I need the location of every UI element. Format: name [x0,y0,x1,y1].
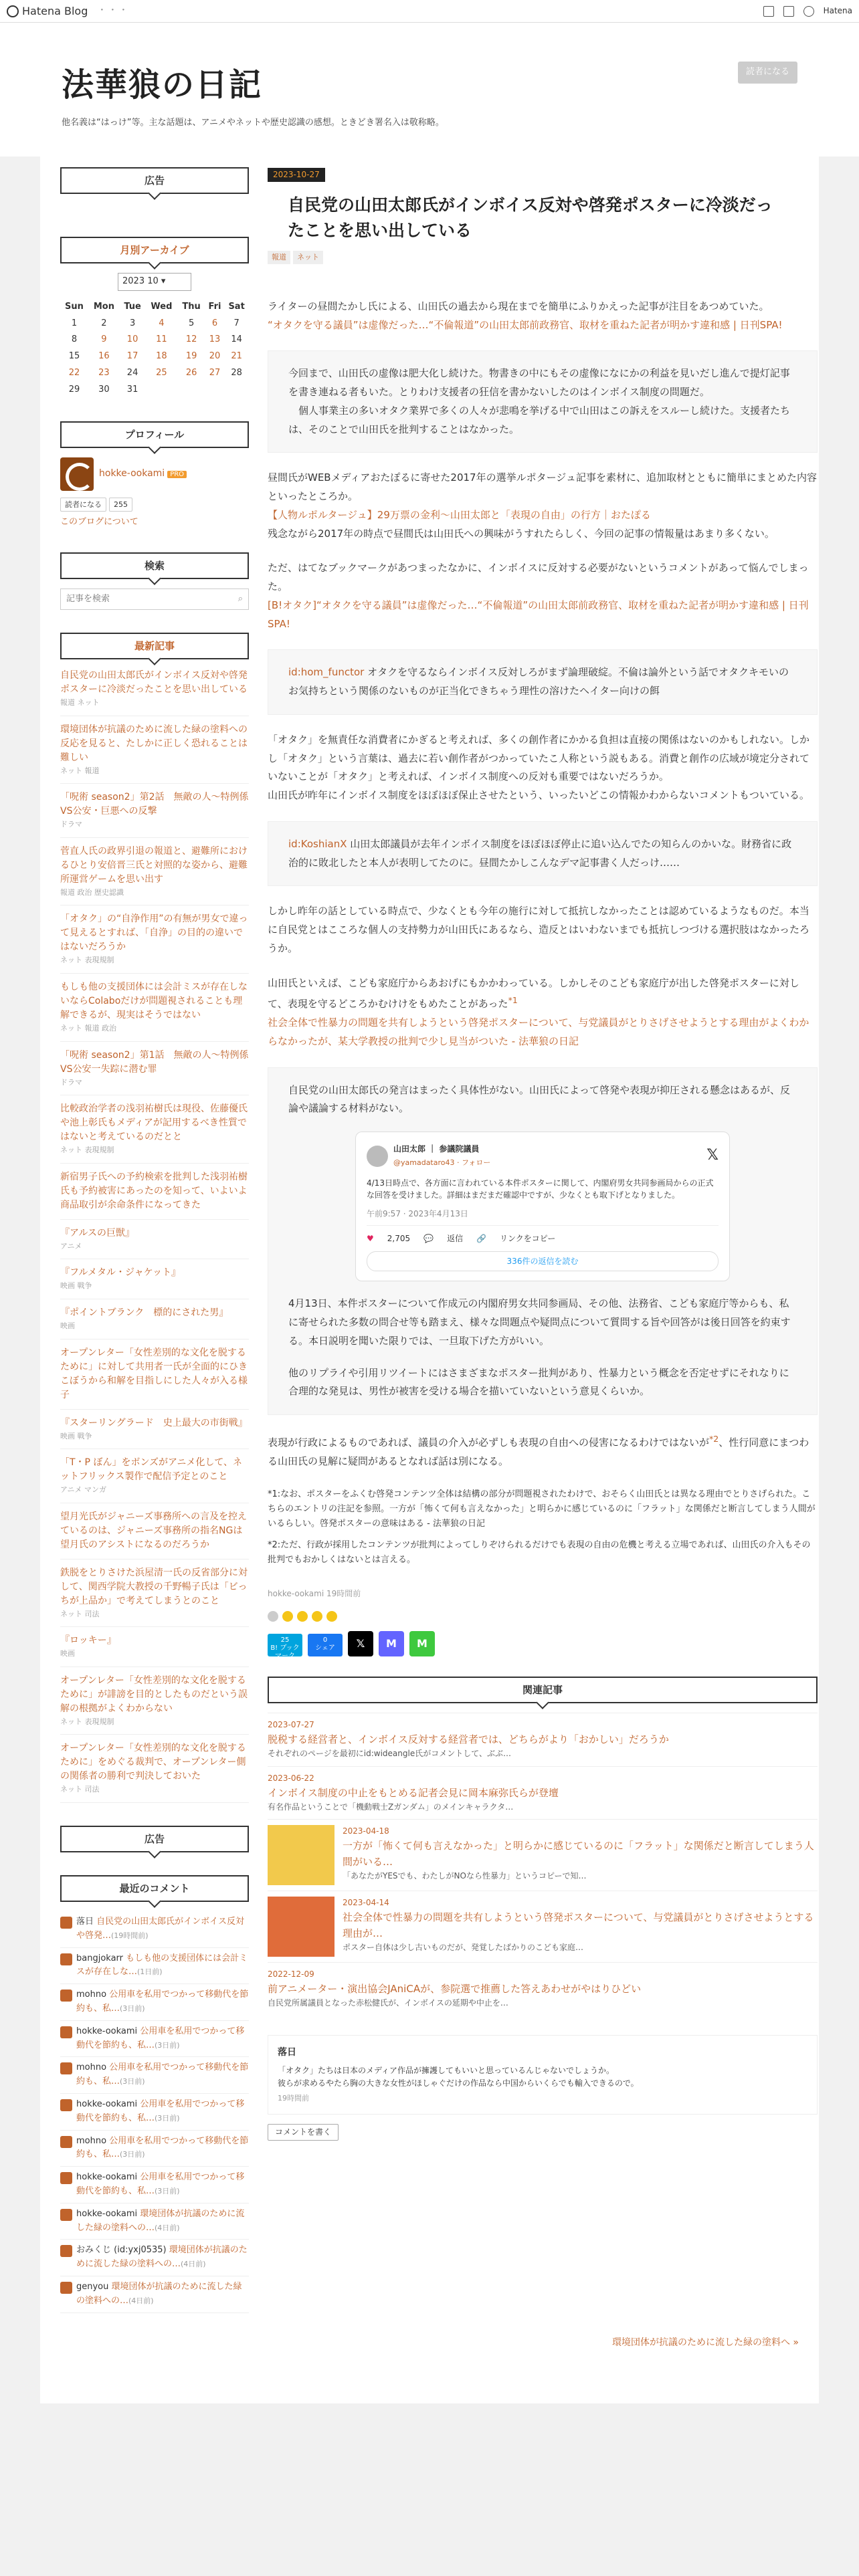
calendar-day[interactable]: 19 [185,351,197,362]
related-date: 2023-04-18 [343,1826,389,1836]
link-icon[interactable]: 🔗 [476,1233,487,1243]
comment-username[interactable]: mohno [76,1990,107,2000]
related-summary: 自民党所属議員となった赤松健氏が、インボイスの延期や中止を… [268,1998,508,2008]
recent-entry-categories: ネット 報道 [60,765,249,784]
related-entry[interactable] [268,1819,818,1891]
comment-item[interactable] [60,1911,249,1948]
read-replies-button[interactable]: 336件の返信を読む [367,1251,719,1271]
calendar-day[interactable]: 12 [185,334,197,345]
related-title[interactable]: 前アニメーター・演出協会JAniCAが、参院選で推薦した答えあわせがやはりひどい [268,1983,642,1996]
calendar-day[interactable]: 17 [126,351,138,362]
reply-icon[interactable]: 💬 [423,1233,434,1243]
calendar-day [145,382,177,399]
recent-entry-categories: ネット 司法 [60,1784,249,1803]
heart-icon[interactable]: ♥ [367,1233,374,1243]
comment-entry-link[interactable]: 環境団体が抗議のために流した緑の塗料への… [76,2208,245,2233]
comment-box: 落日 「オタク」たちは日本のメディア作品が擁護してもいいと思っているんじゃないでしょうか。 彼らが求めるやたら胸の大きな女性がほしゃぐだけの作品なら中国からいくらでも輸入できるので。 19時間前 [268,2035,818,2114]
profile-title: プロフィール [60,421,249,448]
recent-entry-link[interactable]: 『フルメタル・ジャケット』 [60,1267,181,1279]
recent-entry-link[interactable]: 『ロッキー』 [60,1635,116,1646]
calendar-weekday: Wed [151,301,173,312]
recent-entry-categories: 映画 [60,1320,249,1339]
comment-time: (3日前) [155,2187,180,2196]
calendar-day[interactable]: 22 [68,367,80,378]
calendar-day[interactable]: 16 [98,351,110,362]
notification-icon[interactable] [803,6,814,17]
ad-title-2: 広告 [60,1826,249,1852]
calendar-day [205,382,225,399]
misskey-icon[interactable]: M [409,1631,435,1656]
recent-entry-categories: ドラマ [60,1077,249,1096]
calendar-day[interactable]: 4 [159,318,165,328]
calendar-weekday: Fri [208,301,221,312]
comment-time: (4日前) [155,2223,180,2232]
recent-entry-categories [60,1402,249,1410]
recent-entry-link[interactable]: 環境団体が抗議のために流した緑の塗料への反応を見ると、たしかに正しく恐れることは難しい [60,724,248,763]
calendar-day[interactable]: 10 [126,334,138,345]
user-icon [60,2026,72,2038]
related-summary: それぞれのページを最初にid:wideangle氏がコメントして、ぶぶ… [268,1749,511,1759]
search-title: 検索 [60,552,249,579]
comment-entry-link[interactable]: もしも他の支援団体には会計ミスが存在しな… [76,1953,248,1977]
calendar-weekday: Mon [93,301,114,312]
related-summary: 有名作品ということで「機動戦士Zガンダム」のメインキャラクタ… [268,1802,514,1812]
x-share-icon[interactable]: 𝕏 [348,1631,373,1656]
user-icon [60,2099,72,2111]
entry-date[interactable]: 2023-10-27 [268,168,325,182]
recent-entry-categories: 映画 [60,1648,249,1667]
comment-item[interactable] [60,2167,249,2204]
comment-item[interactable] [60,1948,249,1985]
recent-entry-categories: 報道 政治 歴史認識 [60,887,249,906]
embedded-tweet[interactable]: 山田太郎 ｜ 参議院議員 @yamadataro43 · フォロー 𝕏 4/13日時点で、各方面に言われている本件ポスターに関して、内閣府男女共同参画局からの正式な回答を受けました。詳細はまだまだ確認中ですが、少なくとも取下げとなりました。 午前9:57 · 2023年4月13日 ♥ 2,705 💬 返信 🔗 リンクをコピー 336件の返信を読む [355,1132,730,1281]
star-icon [312,1611,322,1622]
recent-entry-link[interactable]: 『ポイントブランク 標的にされた男』 [60,1307,229,1318]
blockquote: id:hom_functor オタクを守るならインボイス反対しろがまず論理破綻。不倫は論外という話でオタクキモいのお気持ちという関係のないものが正当化できちゃう理性の溶けたヘイター向けの餌 [268,649,818,715]
facebook-button[interactable]: 0 シェア [308,1634,343,1656]
profile-module [60,421,249,530]
comment-entry-link[interactable]: 公用車を私用でつかって移動代を節約も、私… [76,2026,245,2050]
hatebu-button[interactable]: 25 B! ブックマーク [268,1634,302,1656]
star-icon [297,1611,308,1622]
calendar-day[interactable]: 30 [98,384,110,395]
related-title[interactable]: インボイス制度の中止をもとめる記者会見に岡本麻弥氏らが登壇 [268,1786,559,1799]
archive-title: 月別アーカイブ [60,237,249,263]
recent-entry-link[interactable]: 『アルスの巨獣』 [60,1227,135,1239]
recent-entry-link[interactable]: 新宿男子氏への予約検索を批判した浅羽祐樹氏も予約被害にあったのを知って、いよいよ商品取引が余命条件になってきた [60,1171,248,1210]
comment-username[interactable]: genyou [76,2282,109,2292]
calendar-day[interactable]: 23 [98,367,110,378]
calendar-day[interactable]: 26 [185,367,197,378]
comment-time: (4日前) [128,2296,154,2305]
pro-badge: PRO [167,471,187,478]
calendar-day[interactable]: 20 [209,351,221,362]
blog-header [0,23,859,156]
write-comment-button[interactable]: コメントを書く [268,2124,339,2141]
search-icon[interactable]: ⌕ [237,593,243,604]
entry-title[interactable]: 自民党の山田太郎氏がインボイス反対や啓発ポスターに冷淡だったことを思い出している [288,195,773,240]
comment-time: (3日前) [120,2077,145,2086]
comment-entry-link[interactable]: 環境団体が抗議のために流した緑の塗料への… [76,2245,248,2270]
recent-comments-module [60,1875,249,2313]
recent-comments-title: 最近のコメント [60,1875,249,1902]
ruporu-link[interactable]: 【人物ルポルタージュ】29万票の金利〜山田太郎と「表現の自由」の行方｜おたぽる [268,508,651,521]
global-header [0,0,859,23]
calendar-day[interactable]: 15 [68,351,80,362]
content-wrapper [40,156,819,2403]
comment-username[interactable]: hokke-ookami [76,2026,138,2036]
recent-entry-categories: ネット 表現規制 [60,954,249,974]
comment-time: (3日前) [155,2113,180,2123]
comment-item[interactable] [60,2057,249,2094]
comment-time: (3日前) [120,2004,145,2014]
share-buttons [268,1631,818,1660]
related-entry[interactable] [268,1962,818,2015]
recent-entry-link[interactable]: 菅直人氏の政界引退の報道と、避難所におけるひとり安倍晋三氏と対照的な姿から、避難所運営ゲームを思い出す [60,845,248,885]
calendar-day[interactable]: 9 [101,334,107,345]
recent-entry-link[interactable]: 「呪術 season2」第1話 無敵の人〜特例係VS公安一失踪に潜む罪 [60,1049,249,1075]
calendar-day[interactable]: 6 [211,318,218,328]
related-thumbnail[interactable] [268,1825,335,1885]
related-title[interactable]: 社会全体で性暴力の問題を共有しようという啓発ポスターについて、与党議員がとりさげさせようとする理由が… [343,1911,814,1940]
next-entry-link[interactable]: 環境団体が抗議のために流した緑の塗料へ » [611,2337,799,2348]
comment-item[interactable] [60,2204,249,2240]
recent-entry-categories: ネット 司法 [60,1608,249,1628]
comment-user[interactable]: 落日 [278,2047,296,2058]
calendar-day[interactable]: 5 [188,318,195,328]
recent-entry-link[interactable]: オープンレター「女性差別的な文化を脱するために」に対して共用者一氏が全面的にひきこぼうから和解を目指しにした人々が入る様子 [60,1347,248,1400]
recent-entry-link[interactable]: 『スターリングラード 史上最大の市街戦』 [60,1417,248,1428]
recent-entry-categories: ネット 表現規制 [60,1144,249,1164]
comment-entry-link[interactable]: 公用車を私用でつかって移動代を節約も、私… [76,2172,245,2197]
comment-item[interactable] [60,2276,249,2313]
related-date: 2023-07-27 [268,1720,314,1730]
calendar-day[interactable]: 27 [209,367,221,378]
category-tag[interactable]: ネット [293,251,323,264]
recent-entry-categories [60,1552,249,1560]
user-icon [60,2172,72,2184]
related-thumbnail[interactable] [268,1897,335,1957]
search-module [60,552,249,610]
calendar-day[interactable]: 3 [129,318,136,328]
edit-icon[interactable] [763,6,774,17]
recent-entry-categories: ネット 表現規制 [60,1716,249,1735]
recent-entry-categories: 映画 戦争 [60,1280,249,1299]
calendar-day[interactable]: 8 [71,334,78,345]
related-entry[interactable] [268,1713,818,1765]
calendar-day [178,382,205,399]
profile-username[interactable]: hokke-ookami [99,468,165,479]
related-date: 2022-12-09 [268,1969,314,1979]
user-icon [60,1953,72,1965]
subscribe-button[interactable]: 読者になる [738,62,797,84]
recent-entry-link[interactable]: 「呪術 season2」第2話 無敵の人〜特例係VS公安・巨悪への反撃 [60,792,249,817]
recent-entry-categories [60,1212,249,1220]
recent-entry-categories: ネット 報道 政治 [60,1023,249,1042]
comment-username[interactable]: おみくじ (id:yxj0535) [76,2245,167,2256]
recent-entry-categories: ドラマ [60,819,249,838]
user-icon [60,1917,72,1929]
star-icon [326,1611,337,1622]
comment-item[interactable] [60,1984,249,2021]
blockquote: 今回まで、山田氏の虚像は肥大化し続けた。物書きの中にもその虚像になにかの利益を見いだし進んで提灯記事を書き連ねる者もいた。とりわけ支援者の狂信を書かないしたのはインボイス制度の問題だ。 個人事業主の多いオタク業界で多くの人々が悲鳴を挙げる中で山田はこの訴えをスルーし続けた。支援者たちは、そのことで山田氏を批判することはなかった。 [268,350,818,453]
user-icon [60,2136,72,2148]
calendar-weekday: Thu [182,301,201,312]
calendar-day[interactable]: 2 [101,318,107,328]
recent-entry-categories: アニメ マンガ [60,1484,249,1503]
calendar-day[interactable]: 25 [156,367,167,378]
recent-entry-link[interactable]: 「T・P ぼん」をボンズがアニメ化して、ネットフリックス製作で配信予定とのこと [60,1457,243,1483]
calendar-day[interactable]: 13 [209,334,221,345]
entry [268,167,818,2141]
comment-time: (1日前) [137,1967,163,1977]
calendar-day[interactable]: 21 [231,351,242,362]
comment-time: (3日前) [120,2150,145,2159]
recent-entry-link[interactable]: 望月光氏がジャニーズ事務所への言及を控えているのは、ジャニーズ事務所の指名NGは望月氏のアシストになるのだろうか [60,1511,248,1550]
recent-entry-categories: 報道 ネット [60,697,249,716]
related-title[interactable]: 一方が「怖くて何も言えなかった」と明らかに感じているのに「フラット」な関係だと断言してしまう人間がいる… [343,1840,814,1868]
comment-time: (3日前) [155,2040,180,2050]
dashboard-icon[interactable] [783,6,794,17]
recent-entry-link[interactable]: オープンレター「女性差別的な文化を脱するために」をめぐる裁判で、オープンレター側の関係者の勝利で判決しておいた [60,1743,246,1782]
user-icon [60,1990,72,2002]
recent-entries-module [60,633,249,1803]
blog-title[interactable]: 法華狼の日記 [62,66,263,104]
calendar-day[interactable]: 28 [231,367,242,378]
tweet-avatar [367,1146,388,1167]
comment-username[interactable]: hokke-ookami [76,2099,138,2110]
search-input[interactable] [66,594,238,604]
comment-username[interactable]: mohno [76,2062,107,2073]
comment-username[interactable]: bangjokarr [76,1953,124,1963]
poster-link[interactable]: 社会全体で性暴力の問題を共有しようという啓発ポスターについて、与党議員がとりさげさせようとする理由がよくわからなかったが、某大学教授の批判で少し見当がついた - 法華狼の日記 [268,1016,809,1047]
calendar-weekday: Tue [124,301,141,312]
calendar-day[interactable]: 18 [156,351,167,362]
add-star-icon[interactable] [268,1611,278,1622]
user-icon [60,2062,72,2074]
related-summary: 「あなたがYESでも、わたしがNOなら性暴力」というコピーで知… [343,1871,587,1881]
comment-username[interactable]: hokke-ookami [76,2172,138,2183]
x-logo-icon: 𝕏 [706,1147,719,1164]
comment-time: (4日前) [181,2260,206,2269]
entry-byline[interactable]: hokke-ookami 19時間前 [268,1589,361,1599]
calendar-day[interactable]: 11 [156,334,167,345]
calendar-day[interactable]: 29 [68,384,80,395]
calendar-weekday: Sun [65,301,84,312]
menu-dots[interactable]: ・・・ [97,5,130,17]
comment-item[interactable] [60,2094,249,2131]
article-link[interactable]: “オタクを守る議員”は虚像だった…“不倫報道”の山田太郎前政務官、取材を重ねた記者が明かす違和感 | 日刊SPA! [268,318,783,331]
comment-entry-link[interactable]: 公用車を私用でつかって移動代を節約も、私… [76,2099,245,2123]
hatena-blog-logo[interactable]: Hatena Blog [7,3,88,20]
user-icon [60,2245,72,2257]
comment-item[interactable] [60,2131,249,2167]
comment-entry-link[interactable]: 公用車を私用でつかって移動代を節約も、私… [76,2135,249,2160]
hatena-logo-icon [7,5,19,17]
blog-description: 他名義は“はっけ”等。主な話題は、アニメやネットや歴史認識の感想。ときどき署名入は敬称略。 [62,117,444,128]
related-date: 2023-04-14 [343,1897,389,1907]
month-select[interactable]: 2023 10 ▾ [118,273,191,291]
calendar-day[interactable]: 14 [231,334,242,345]
related-summary: ポスター自体は少し古いものだが、発覚したばかりのこども家庭… [343,1943,584,1953]
subscriber-count: 255 [109,498,132,512]
star-bar [268,1611,818,1622]
comment-entry-link[interactable]: 公用車を私用でつかって移動代を節約も、私… [76,2062,249,2087]
recent-entry-link[interactable]: もしも他の支援団体には会計ミスが存在しないならColaboだけが問題視されることも理解できるが、現実はそうではない [60,981,248,1021]
related-entry[interactable] [268,1766,818,1819]
related-entry[interactable] [268,1891,818,1962]
recent-entry-categories: アニメ [60,1241,249,1260]
hatena-account-link[interactable]: Hatena [823,5,852,15]
sidebar [60,167,249,2336]
comment-username[interactable]: hokke-ookami [76,2208,138,2219]
calendar-day[interactable]: 31 [126,384,138,395]
related-title: 関連記事 [268,1677,818,1703]
calendar-day[interactable]: 1 [71,318,78,328]
about-link[interactable]: このブログについて [60,517,138,528]
recent-entry-link[interactable]: 「オタク」の“自浄作用”の有無が男女で違って見えるとすれば、「自浄」の目的の違いではないだろうか [60,914,248,953]
user-icon [60,2282,72,2294]
calendar-day[interactable]: 7 [233,318,240,328]
ad-title: 広告 [60,167,249,194]
hatebu-link[interactable]: [B!オタク]“オタクを守る議員”は虚像だった…“不倫報道”の山田太郎前政務官、取材を重ねた記者が明かす違和感 | 日刊SPA! [268,599,809,630]
footnote-2: *2:ただ、行政が採用したコンテンツが批判によってしりぞけられるだけでも表現の自由の危機と考える立場であれば、山田氏の介入もその批判でもおかしくはないとは言える。 [268,1539,811,1565]
recent-title: 最新記事 [60,633,249,659]
comment-username[interactable]: mohno [76,2135,107,2146]
related-date: 2023-06-22 [268,1773,314,1783]
category-tag[interactable]: 報道 [268,251,290,264]
comment-entry-link[interactable]: 自民党の山田太郎氏がインボイス反対や啓発… [76,1917,245,1941]
archive-module [60,237,249,399]
entry-body: ライターの昼間たかし氏による、山田氏の過去から現在までを簡単にふりかえった記事が注目をあつめていた。 “オタクを守る議員”は虚像だった…“不倫報道”の山田太郎前政務官、取材を重ねた記者が明かす違和感 | 日刊SPA! 今回まで、山田氏の虚像は肥大化し続けた。物書きの中にもその虚像になにかの利益を見いだし進んで提灯記事を書き連ねる者もいた。とりわけ支援者の狂信を書かないしたのはインボイス制度の問題だ。 個人事業主の多いオタク業界で多くの人々が悲鳴を挙げる中で山田はこの訴えをスルーし続けた。支援者たちは、そのことで山田氏を批判することはなかった。 昼間氏がWEBメディアおたぽるに寄せた2017年の選挙ルポタージュ記事を素材に、追加取材とともに簡単にまとめた内容といったところか。 【人物ルポルタージュ】29万票の金利〜山田太郎と「表現の自由」の行方｜おたぽる 残念ながら2017年の時点で昼間氏は山田氏への興味がうすれたらしく、今回の記事の情報量はあまり多くない。 ただ、はてなブックマークがあつまったなかに、インボイスに反対する必要がないというコメントがあって悩んでしまった。 [B!オタク]“オタクを守る議員”は虚像だった…“不倫報道”の山田太郎前政務官、取材を重ねた記者が明かす違和感 | 日刊SPA! id:hom_functor オタクを守るならインボイス反対しろがまず論理破綻。不倫は論外という話でオタクキモいのお気持ちという関係のないものが正当化できちゃう理性の溶けたヘイター向けの餌 「オタク」を無責任な消費者にかぎると考えれば、多くの創作者にかかる負担は直接の関係はないのかもしれない。しかし「オタク」という言葉は、過去に若い創作者がつかっていたこ人称という説もある。消費と創作の広域が境定分されていないことが「オタク」と考えれば、インボイス制度への反対も重要ではないだろうか。 山田氏が昨年にインボイス制度をほぼほぼ保止させたという、いったいどこの情報かわからないコメントもついている。 id:KoshianX 山田太郎議員が去年インボイス制度をほぼほぼ停止に追い込んでたの知らんのかいな。財務省に政治的に敗北したと本人が表明してたのに。昼間たかしこんなデマ記事書く人だっけ…… しかし昨年の話としている時点で、少なくとも今年の施行に対して抵抗しなかったことは認めているようなものだ。本当に自民党とはこころな個人の支持勢力が山田氏にあるなら、造反とはいわないまでも抵抗しつづける選択肢はなかったろうか。 山田氏といえば、こども家庭庁からあおげにもかかわっている。しかしそのこども家庭庁が出した啓発ポスターに対して、表現を守るどころかむけけをもめたことがあった$^{*1}$ 社会全体で性暴力の問題を共有しようという啓発ポスターについて、与党議員がとりさげさせようとする理由がよくわからなかったが、某大学教授の批判で少し見当がついた - 法華狼の日記 自民党の山田太郎氏の発言はまったく具体性がない。山田氏によって啓発や表現が抑圧される懸念はあるが、反論や議論する材料がない。 山田太郎 ｜ 参議院議員 @yamadataro43 · フォロー 𝕏 4/13日時点で、各方面に言われている本件ポスターに関して、内閣府男女共同参画局からの正式な回答を受けました。詳細はまだまだ確認中ですが、少なくとも取下げとなりました。 午前9:57 · 2023年4月13日 ♥ 2,705 💬 返信 🔗 リンクをコピー 336件の返信を読む 4月13日、本件ポスターについて作成元の内閣府男女共同参画局、その他、法務省、こども家庭庁等からも、私に寄せられた多数の問合せ等も踏まえ、様々な問題点や疑問点について質問する旨や回答がは後日回答を約束する。本日説明を聞いた限りでは、一旦取下げた方がいい。 他のリプライや引用リツイートにはさまざまなポスター批判があり、性暴力という概念を否定せずにそれなりに合理的な発見は、男性が被害を受ける場合を描いていないという意見くらいか。 表現が行政によるものであれば、議員の介入が必ずしも表現の自由への侵害になるわけではないが$^{*2}$、性行同意にまつわる山田氏の見解に疑問があるとなれば話は別になる。 *1:なお、ポスターをふくむ啓発コンテンツ全体は結構の部分が問題視されたわけで、おそらく山田氏とは異なる理由でとりさげられた。こちらのエントリの注記を参照。一方が「怖くて何も言えなかった」と明らかに感じているのに「フラット」な関係だと断言してしまう人間がいるらしい。啓発ポスターの意味はある - 法華狼の日記 *2:ただ、行政が採用したコンテンツが批判によってしりぞけられるだけでも表現の自由の危機と考える立場であれば、山田氏の介入もその批判でもおかしくはないとは言える。 [268,298,818,1568]
star-icon [282,1611,293,1622]
subscribe-small-button[interactable]: 読者になる [60,498,106,512]
calendar [60,299,249,399]
calendar-weekday: Sat [228,301,245,312]
comment-entry-link[interactable]: 公用車を私用でつかって移動代を節約も、私… [76,1990,249,2014]
recent-entry-link[interactable]: オープンレター「女性差別的な文化を脱するために」が誹謗を目的としたものだという誤解の根拠がよくわからない [60,1675,248,1714]
calendar-day [224,382,249,399]
footnote-1: *1:なお、ポスターをふくむ啓発コンテンツ全体は結構の部分が問題視されたわけで、おそらく山田氏とは異なる理由でとりさげられた。こちらのエントリの注記を参照。一方が「怖くて何も言えなかった」と明らかに感じているのに「フラット」な関係だと断言してしまう人間がいるらしい。啓発ポスターの意味はある - 法華狼の日記 [268,1489,816,1529]
related-title[interactable]: 脱税する経営者と、インボイス反対する経営者では、どちらがより「おかしい」だろうか [268,1733,669,1746]
comment-username[interactable]: 落日 [76,1917,94,1927]
recent-entry-categories: 映画 戦争 [60,1430,249,1450]
avatar[interactable] [60,457,94,491]
comment-item[interactable] [60,2240,249,2276]
recent-entry-link[interactable]: 比較政治学者の浅羽祐樹氏は現役、佐藤優氏や池上彰氏もメディアが記用するべき性質ではないと考えているのだとと [60,1103,248,1143]
blockquote: id:KoshianX 山田太郎議員が去年インボイス制度をほぼほぼ停止に追い込んでたの知らんのかいな。財務省に政治的に敗北したと本人が表明してたのに。昼間たかしこんなデマ記事書く人だっけ…… [268,821,818,887]
related-entries [268,1677,818,2015]
recent-entry-link[interactable]: 鉄脱をとりさけた浜屋清一氏の反省部分に対して、関西学院大教授の千野暢子氏は「ビっちが上品か」で考えてしまうとのこと [60,1567,248,1606]
comment-time: (19時間前) [111,1931,149,1940]
calendar-day[interactable]: 24 [126,367,138,378]
recent-entry-link[interactable]: 自民党の山田太郎氏がインボイス反対や啓発ポスターに冷淡だったことを思い出している [60,669,248,695]
comment-entry-link[interactable]: 環境団体が抗議のために流した緑の塗料への… [76,2282,242,2306]
mastodon-icon[interactable]: M [379,1631,404,1656]
blockquote: 自民党の山田太郎氏の発言はまったく具体性がない。山田氏によって啓発や表現が抑圧される懸念はあるが、反論や議論する材料がない。 山田太郎 ｜ 参議院議員 @yamadataro43 · フォロー 𝕏 4/13日時点で、各方面に言われている本件ポスターに関して、内閣府男女共同参画局からの正式な回答を受けました。詳細はまだまだ確認中ですが、少なくとも取下げとなりました。 午前9:57 · 2023年4月13日 ♥ 2,705 💬 返信 🔗 リンクをコピー 336件の返信を読む 4月13日、本件ポスターについて作成元の内閣府男女共同参画局、その他、法務省、こども家庭庁等からも、私に寄せられた多数の問合せ等も踏まえ、様々な問題点や疑問点について質問する旨や回答がは後日回答を約束する。本日説明を聞いた限りでは、一旦取下げた方がいい。 他のリプライや引用リツイートにはさまざまなポスター批判があり、性暴力という概念を否定せずにそれなりに合理的な発見は、男性が被害を受ける場合を描いていないという意見くらいか。 [268,1067,818,1415]
user-icon [60,2209,72,2221]
comment-item[interactable] [60,2021,249,2058]
